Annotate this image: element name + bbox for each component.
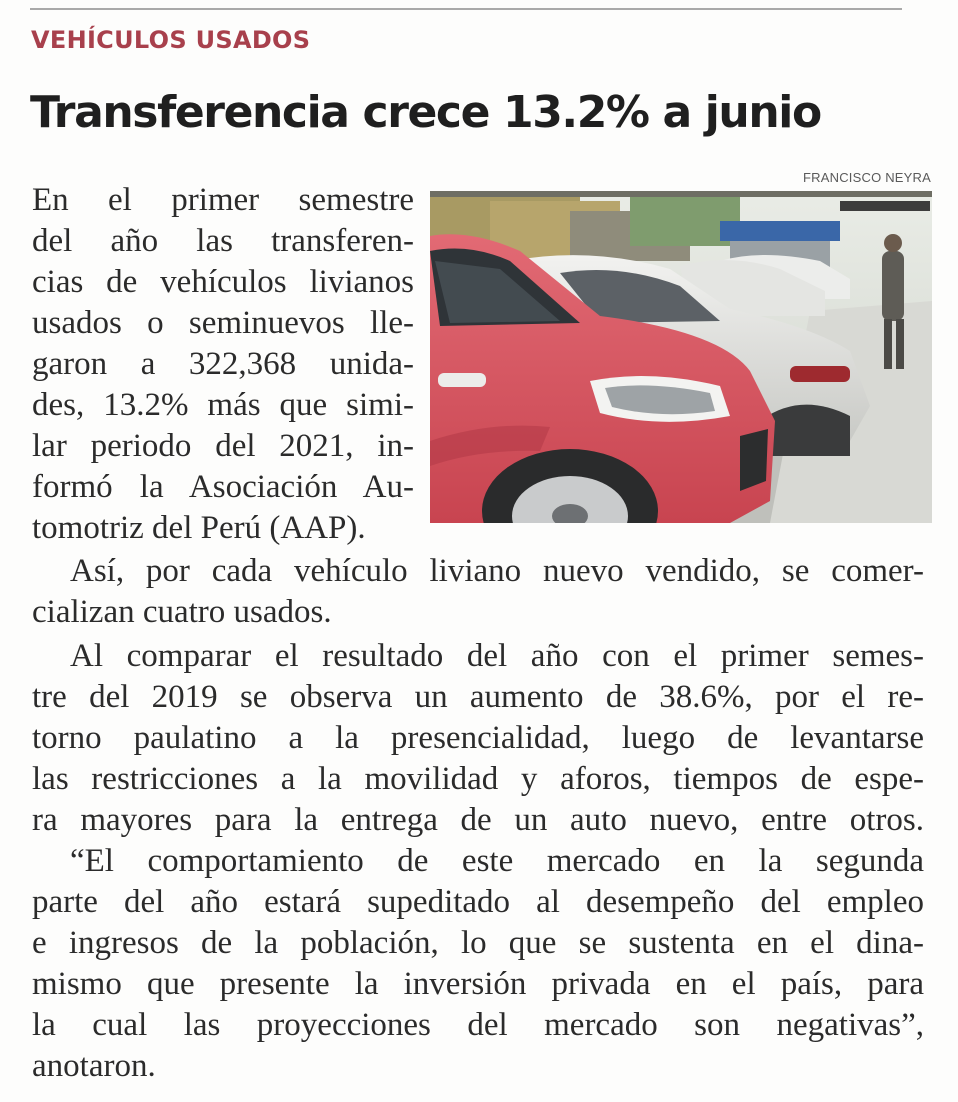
body-text-line: lar periodo del 2021, in- [32, 428, 414, 464]
body-text-line: anotaron. [32, 1048, 156, 1084]
body-text-line: la cual las proyecciones del mercado son negativas”, [32, 1007, 924, 1043]
body-text-line: torno paulatino a la presencialidad, luego de levantarse [32, 720, 924, 756]
article-photo [430, 191, 932, 523]
body-text-line: parte del año estará supeditado al desempeño del empleo [32, 884, 924, 920]
body-text-line: des, 13.2% más que simi- [32, 387, 414, 423]
body-text-line: Al comparar el resultado del año con el primer semes- [70, 638, 924, 674]
photo-credit: FRANCISCO NEYRA [803, 170, 931, 185]
body-text-line: “El comportamiento de este mercado en la segunda [70, 843, 924, 879]
body-text-line: En el primer semestre [32, 182, 414, 218]
body-text-line: mismo que presente la inversión privada en el país, para [32, 966, 924, 1002]
body-text-line: formó la Asociación Au- [32, 469, 414, 505]
body-text-line: garon a 322,368 unida- [32, 346, 414, 382]
body-text-line: tre del 2019 se observa un aumento de 38.6%, por el re- [32, 679, 924, 715]
body-text-line: las restricciones a la movilidad y aforos, tiempos de espe- [32, 761, 924, 797]
body-text-line: usados o seminuevos lle- [32, 305, 414, 341]
body-text-line: cializan cuatro usados. [32, 594, 332, 630]
body-text-line: Así, por cada vehículo liviano nuevo vendido, se comer- [70, 553, 924, 589]
section-label: VEHÍCULOS USADOS [31, 26, 311, 54]
top-rule [30, 8, 902, 10]
body-text-line: ra mayores para la entrega de un auto nuevo, entre otros. [32, 802, 924, 838]
body-text-line: tomotriz del Perú (AAP). [32, 510, 366, 546]
headline: Transferencia crece 13.2% a junio [30, 87, 821, 138]
body-text-line: e ingresos de la población, lo que se sustenta en el dina- [32, 925, 924, 961]
body-text-line: cias de vehículos livianos [32, 264, 414, 300]
body-text-line: del año las transferen- [32, 223, 414, 259]
photo-illustration [430, 191, 932, 523]
